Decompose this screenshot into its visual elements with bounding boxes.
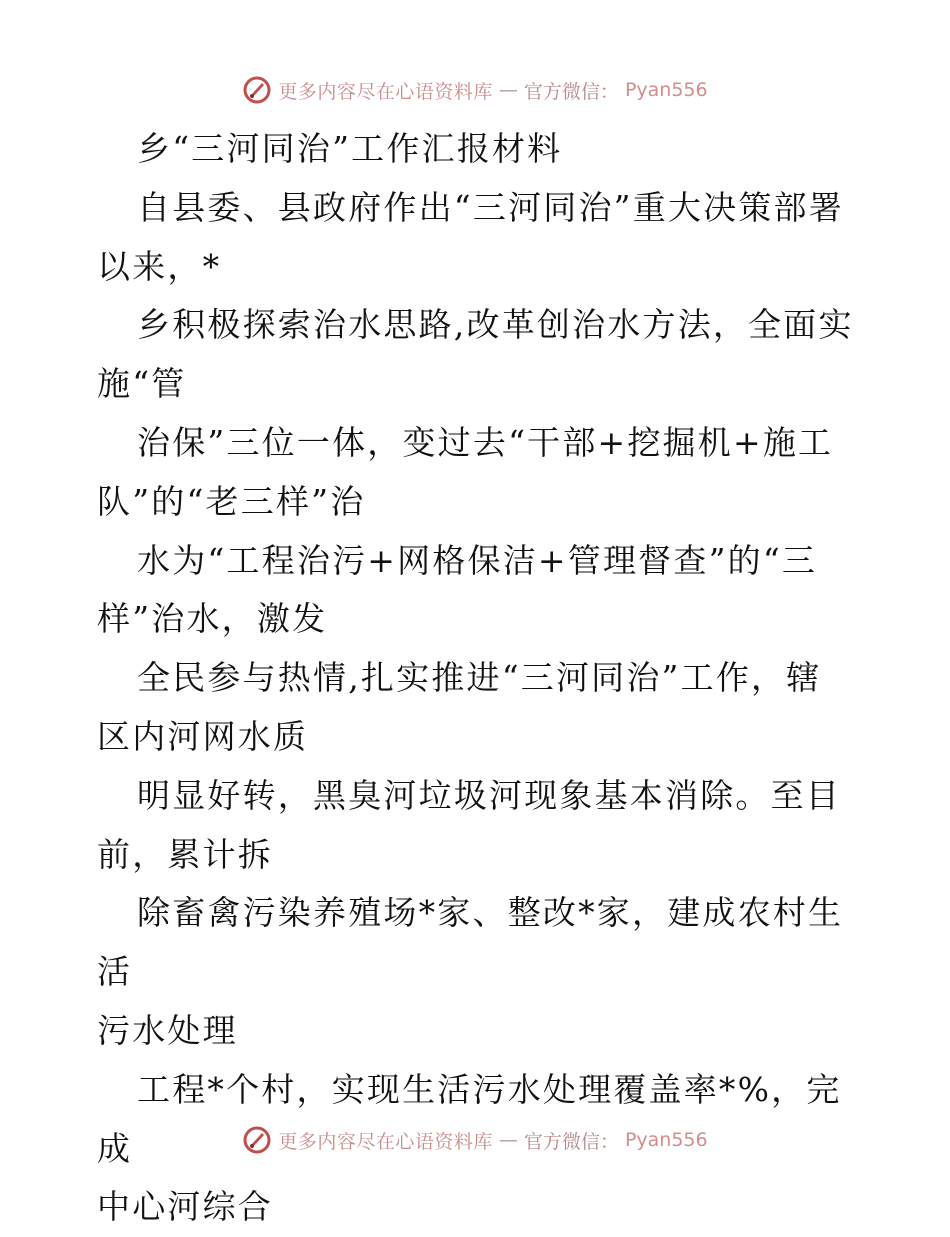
paragraph-text: 工程*个村，实现生活污水处理覆盖率*%，完成 [97, 1069, 842, 1168]
document-body [97, 120, 867, 1237]
paragraph [97, 767, 867, 885]
paragraph-text: 水为“工程治污+网格保洁+管理督查”的“三 [137, 540, 818, 580]
paragraph [97, 296, 867, 414]
paragraph-text: 自县委、县政府作出“三河同治”重大决策部署 [137, 187, 844, 227]
paragraph [97, 120, 867, 179]
watermark-site-text: 更多内容尽在心语资料库 [278, 80, 493, 103]
paragraph-text: 全民参与热情,扎实推进“三河同治”工作，辖 [137, 658, 822, 698]
quill-logo-icon [242, 75, 272, 105]
paragraph [97, 179, 867, 297]
paragraph-continuation: 施“管 [97, 364, 187, 404]
paragraph [97, 884, 867, 1060]
paragraph-text: 除畜禽污染养殖场*家、整改*家，建成农村生活 [97, 893, 844, 992]
paragraph-text: 乡积极探索治水思路,改革创治水方法，全面实 [137, 305, 854, 345]
watermark-label: 官方微信： [523, 1130, 619, 1153]
watermark-site-text: 更多内容尽在心语资料库 [278, 1130, 493, 1153]
header-watermark [0, 70, 950, 110]
paragraph-continuation: 前，累计拆 [97, 834, 273, 874]
paragraph-continuation: 区内河网水质 [97, 716, 309, 756]
paragraph-continuation: 以来，* [97, 246, 222, 286]
paragraph-continuation: 污水处理 [97, 1010, 238, 1050]
paragraph-continuation: 队”的“老三样”治 [97, 481, 366, 521]
paragraph-continuation: 中心河综合 [97, 1187, 273, 1227]
watermark-dash: — [498, 79, 518, 101]
footer-watermark [0, 1120, 950, 1160]
paragraph-text: 明显好转，黑臭河垃圾河现象基本消除。至目 [137, 775, 841, 815]
paragraph [97, 532, 867, 650]
paragraph-text: 治保”三位一体，变过去“干部+挖掘机+施工 [137, 422, 834, 462]
paragraph-continuation: 样”治水，激发 [97, 599, 328, 639]
watermark-wechat-id: Pyan556 [624, 1129, 708, 1151]
quill-logo-icon [242, 1125, 272, 1155]
watermark-wechat-id: Pyan556 [624, 79, 708, 101]
paragraph [97, 649, 867, 767]
paragraph [97, 414, 867, 532]
watermark-label: 官方微信： [523, 80, 619, 103]
paragraph-text: 乡“三河同治”工作汇报材料 [137, 129, 563, 168]
watermark-dash: — [498, 1129, 518, 1151]
